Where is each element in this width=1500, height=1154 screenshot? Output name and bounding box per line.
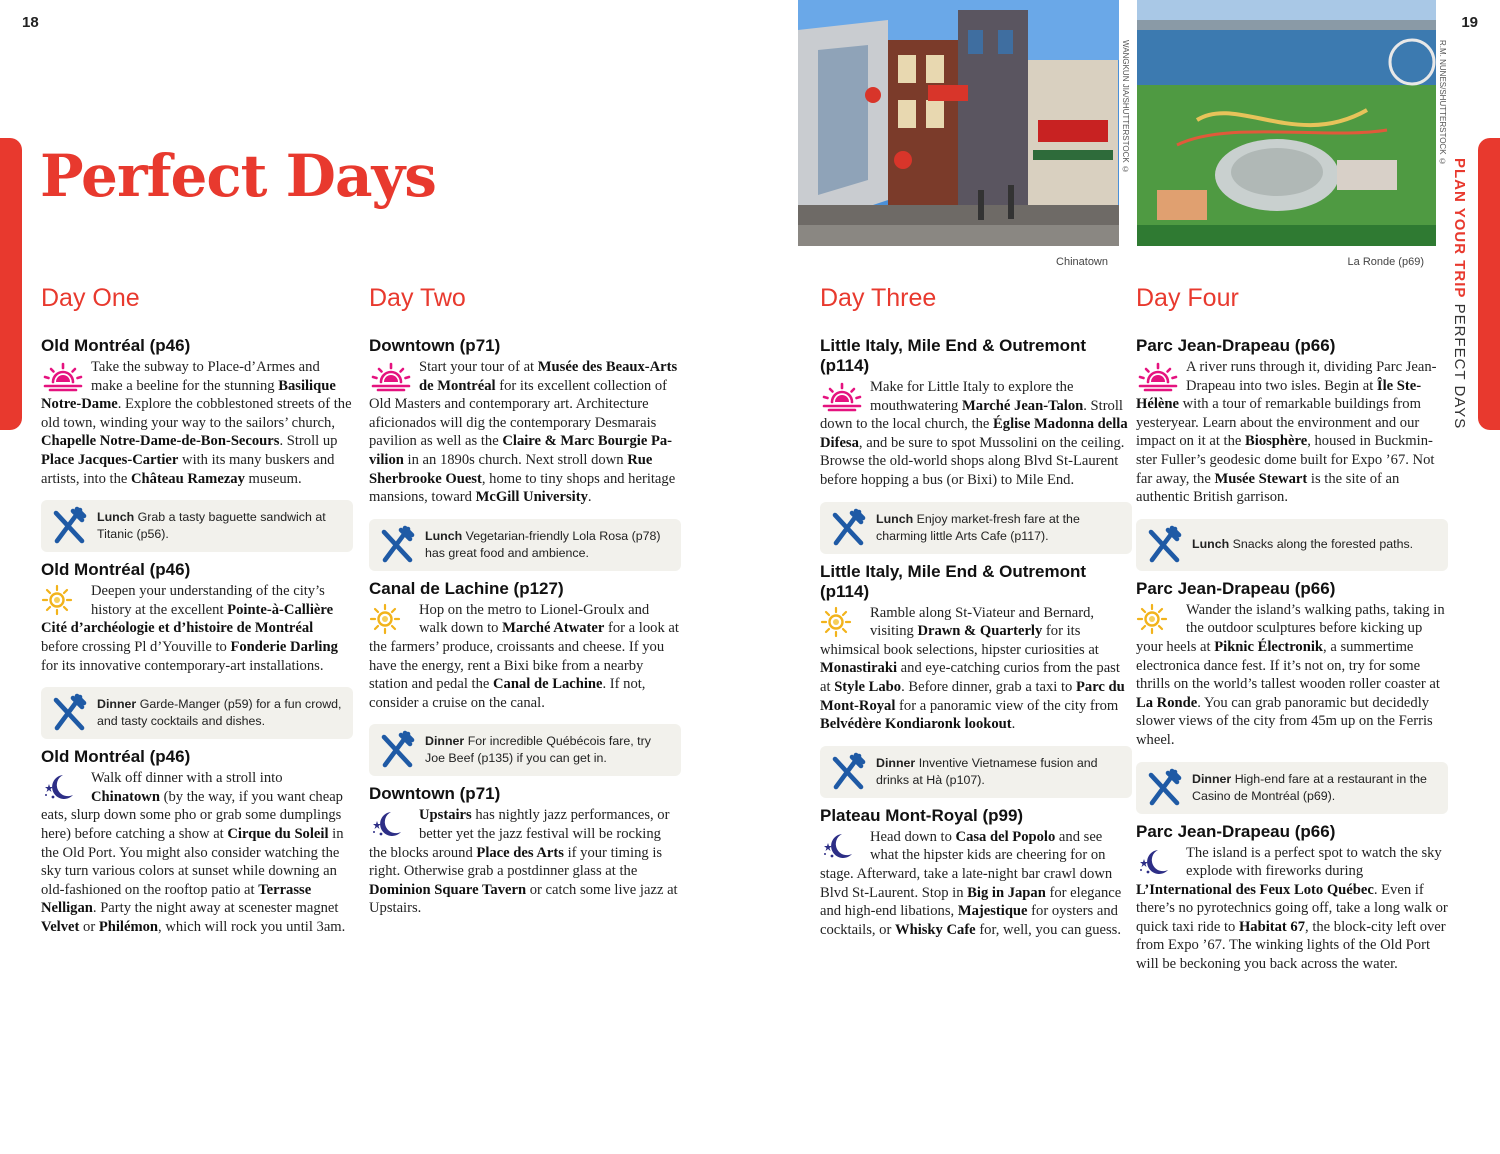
highlight-place: Biosphère bbox=[1245, 433, 1308, 450]
body-text: in an 1890s church. Next stroll down bbox=[403, 451, 628, 468]
meal-description: Inventive Vietnamese fusion and drinks at Hà (p107). bbox=[876, 755, 1098, 787]
day-heading: Day Three bbox=[820, 284, 937, 312]
meal-type: Dinner bbox=[425, 734, 465, 749]
body-text: . Party the night away at scenester magnet bbox=[92, 900, 339, 917]
caption-chinatown: Chinatown bbox=[1056, 256, 1108, 268]
chapter-tab-left bbox=[0, 138, 22, 430]
highlight-place: Monastiraki bbox=[820, 660, 898, 677]
body-text: . Even if there’s no pyrotechnics going off, take a long walk or quick taxi ride to bbox=[1136, 881, 1448, 935]
highlight-place: Habitat 67 bbox=[1238, 918, 1306, 935]
body-text: museum. bbox=[244, 470, 302, 487]
body-text: for, well, you can guess. bbox=[975, 921, 1121, 938]
itinerary-paragraph bbox=[41, 358, 353, 488]
meal-box bbox=[41, 500, 353, 552]
fork-knife-icon bbox=[49, 506, 89, 546]
section-heading: Parc Jean-Drapeau (p66) bbox=[1136, 336, 1336, 355]
day-two-column bbox=[369, 283, 681, 918]
meal-description: Snacks along the forested paths. bbox=[1232, 537, 1414, 552]
highlight-place: Whisky Cafe bbox=[894, 921, 976, 938]
sunrise-icon bbox=[1136, 360, 1180, 392]
meal-type: Dinner bbox=[1192, 771, 1232, 786]
photo-credit-chinatown: WANGKUN JIA/SHUTTERSTOCK © bbox=[1121, 40, 1130, 174]
highlight-place: Upstairs bbox=[419, 807, 472, 824]
day-four-column bbox=[1136, 283, 1448, 974]
section-heading: Plateau Mont-Royal (p99) bbox=[820, 805, 1024, 825]
day-heading: Day One bbox=[41, 284, 140, 312]
itinerary-paragraph bbox=[41, 582, 353, 675]
body-text: in the Old Port. You might also consider watching the sky turn various colors at sunset while downing an old-fashioned on the rooftop patio at bbox=[41, 825, 344, 898]
day-heading: Day Four bbox=[1136, 284, 1239, 312]
itinerary-paragraph bbox=[820, 604, 1132, 734]
meal-description: High-end fare at a restaurant in the Casino de Montréal (p69). bbox=[1192, 771, 1427, 803]
meal-description: Enjoy market-fresh fare at the charming little Arts Cafe (p117). bbox=[876, 511, 1080, 543]
body-text: (by the way, if you want cheap eats, slurp down some pho or grab some dumplings here) before catching a show at bbox=[41, 788, 343, 842]
sun-icon bbox=[1136, 603, 1180, 635]
body-text: with a tour of remarkable buildings from yesteryear. Learn about the environment and our impact on it at the bbox=[1136, 396, 1421, 450]
body-text: is the site of an authentic British garrison. bbox=[1136, 470, 1400, 506]
body-text: Deepen your understanding of the city’s history at the excellent bbox=[91, 583, 325, 618]
highlight-place: Musée des Beaux-Arts de Montréal bbox=[419, 359, 678, 394]
moon-icon bbox=[41, 771, 85, 803]
meal-box bbox=[41, 687, 353, 739]
highlight-place: Marché Atwater bbox=[502, 620, 605, 637]
meal-text bbox=[876, 511, 1122, 545]
body-text: , housed in Buckminster Fuller’s geodesic dome built for Expo ’67. Not far away, the bbox=[1136, 433, 1435, 487]
meal-text bbox=[97, 696, 343, 730]
highlight-place: Casa del Popolo bbox=[955, 828, 1056, 845]
body-text: before crossing Pl d’Youville to bbox=[41, 638, 231, 655]
meal-box bbox=[369, 724, 681, 776]
body-text: , and be sure to spot Mussolini on the ceiling. Browse the old-world shops along Blvd St-Laurent before hopping a bus (or Bixi) to Mile End. bbox=[820, 434, 1125, 488]
body-text: . Stroll up bbox=[279, 433, 338, 450]
caption-la-ronde: La Ronde (p69) bbox=[1347, 256, 1424, 268]
meal-text bbox=[1192, 771, 1438, 805]
section-heading: Old Montréal (p46) bbox=[41, 336, 191, 355]
itinerary-paragraph bbox=[369, 601, 681, 713]
highlight-place: Musée Stewart bbox=[1214, 470, 1308, 487]
sunrise-icon bbox=[41, 360, 85, 392]
itinerary-paragraph bbox=[1136, 844, 1448, 974]
moon-icon bbox=[369, 808, 413, 840]
meal-description: Garde-Manger (p59) for a fun crowd, and tasty cocktails and dishes. bbox=[97, 697, 342, 729]
meal-text bbox=[425, 528, 671, 562]
fork-knife-icon bbox=[377, 525, 417, 565]
highlight-place: Chapelle Notre-Dame-de-Bon-Secours bbox=[41, 433, 280, 450]
highlight-place: Philémon bbox=[98, 918, 159, 935]
body-text: for its whimsical book selections, hipster curiosities at bbox=[820, 623, 1099, 658]
moon-icon bbox=[820, 830, 864, 862]
sun-icon bbox=[41, 584, 85, 616]
meal-type: Dinner bbox=[876, 755, 916, 770]
highlight-place: Claire & Marc Bourgie Pavilion bbox=[369, 433, 673, 468]
moon-icon bbox=[1136, 846, 1180, 878]
highlight-place: Basilique Notre-Dame bbox=[41, 377, 336, 413]
meal-type: Lunch bbox=[425, 528, 463, 543]
section-heading: Little Italy, Mile End & Outremont (p114) bbox=[820, 561, 1087, 601]
body-text: The island is a perfect spot to watch the sky explode with fireworks during bbox=[1186, 844, 1442, 880]
highlight-place: Belvédère Kondiaronk lookout bbox=[820, 716, 1012, 733]
day-three-column bbox=[820, 283, 1132, 939]
highlight-place: Canal de Lachine bbox=[493, 676, 603, 693]
itinerary-paragraph bbox=[1136, 358, 1448, 507]
highlight-place: McGill University bbox=[475, 489, 588, 506]
highlight-place: Marché Jean-Talon bbox=[962, 397, 1084, 414]
body-text: for a panoramic view of the city from bbox=[895, 697, 1119, 714]
meal-text bbox=[425, 733, 671, 767]
body-text: if your timing is right. Otherwise grab a postdinner glass at the bbox=[369, 844, 663, 880]
body-text: Wander the island’s walking paths, taking in the outdoor sculptures before kicking up your heels at bbox=[1136, 601, 1445, 655]
section-heading: Parc Jean-Drapeau (p66) bbox=[1136, 821, 1336, 841]
meal-box bbox=[1136, 762, 1448, 814]
highlight-place: Big in Japan bbox=[967, 884, 1046, 901]
highlight-place: Rue Sherbrooke Ouest bbox=[369, 451, 653, 487]
itinerary-paragraph bbox=[41, 769, 353, 936]
meal-description: For incredible Québécois fare, try Joe Beef (p135) if you can get in. bbox=[425, 734, 651, 766]
meal-box bbox=[820, 502, 1132, 554]
highlight-place: Style Labo bbox=[834, 678, 902, 695]
highlight-place: Piknic Électronik bbox=[1214, 638, 1324, 655]
section-heading: Canal de Lachine (p127) bbox=[369, 578, 564, 598]
highlight-place: Cirque du Soleil bbox=[227, 825, 329, 842]
itinerary-paragraph bbox=[369, 806, 681, 918]
body-text: for its excellent collection of Old Masters and contemporary art. Architecture aficionados will dig the contemporary Desmarais pavilion as well as the bbox=[369, 377, 668, 450]
sun-icon bbox=[820, 606, 864, 638]
highlight-place: Chinatown bbox=[91, 788, 160, 805]
body-text: , which will rock you until 3am. bbox=[158, 918, 346, 935]
highlight-place: La Ronde bbox=[1136, 694, 1198, 711]
body-text: for its innovative contemporary-art installations. bbox=[41, 657, 324, 674]
photo-chinatown bbox=[798, 0, 1119, 246]
body-text: . You can grab panoramic but decidedly slower views of the city from 45m up on the Ferris wheel. bbox=[1136, 694, 1433, 748]
highlight-place: Place des Arts bbox=[476, 844, 564, 861]
highlight-place: Île Ste-Hélène bbox=[1136, 377, 1422, 413]
body-text: , the block-city left over from Expo ’67. The winking lights of the Old Port will be beckoning you back across the water. bbox=[1136, 918, 1446, 973]
sunrise-icon bbox=[820, 380, 864, 412]
highlight-place: Velvet bbox=[41, 918, 80, 935]
page-number-left: 18 bbox=[22, 14, 39, 31]
section-heading: Old Montréal (p46) bbox=[41, 747, 191, 767]
body-text: Start your tour of at bbox=[419, 359, 538, 375]
meal-box bbox=[820, 746, 1132, 798]
meal-type: Dinner bbox=[97, 697, 137, 712]
section-heading: Old Montréal (p46) bbox=[41, 560, 191, 580]
itinerary-paragraph bbox=[1136, 601, 1448, 750]
body-text: has nightly jazz performances, or better yet the jazz festival will be rocking the blocks around bbox=[369, 807, 670, 861]
body-text: for oysters and cocktails, or bbox=[820, 903, 1118, 938]
page-number-right: 19 bbox=[1461, 14, 1478, 31]
day-heading: Day Two bbox=[369, 284, 466, 312]
meal-text bbox=[97, 509, 343, 543]
section-heading: Parc Jean-Drapeau (p66) bbox=[1136, 578, 1336, 598]
highlight-place: Parc du Mont-Royal bbox=[820, 678, 1125, 714]
sunrise-icon bbox=[369, 360, 413, 392]
day-one-column bbox=[41, 283, 353, 936]
fork-knife-icon bbox=[49, 693, 89, 733]
section-heading: Little Italy, Mile End & Outremont (p114) bbox=[820, 336, 1087, 375]
itinerary-paragraph bbox=[369, 358, 681, 507]
body-text: Walk off dinner with a stroll into bbox=[91, 770, 283, 787]
meal-box bbox=[1136, 519, 1448, 571]
side-label-chapter: PERFECT DAYS bbox=[1451, 303, 1468, 430]
meal-box bbox=[369, 519, 681, 571]
section-heading: Downtown (p71) bbox=[369, 784, 501, 804]
body-text: Take the subway to Place-d’Armes and make a beeline for the stunning bbox=[91, 359, 320, 394]
fork-knife-icon bbox=[377, 730, 417, 770]
chapter-tab-right bbox=[1478, 138, 1500, 430]
body-text: and eye-catching curios from the past at bbox=[820, 660, 1120, 695]
chapter-side-label bbox=[1446, 158, 1468, 428]
body-text: Ramble along St-Viateur and Bernard, visiting bbox=[870, 604, 1095, 640]
body-text: or bbox=[79, 918, 99, 935]
highlight-place: Terrasse Nelligan bbox=[41, 881, 312, 917]
body-text: or catch some live jazz at Upstairs. bbox=[369, 881, 678, 917]
body-text: for elegance and high-end libations, bbox=[820, 884, 1122, 920]
fork-knife-icon bbox=[828, 752, 868, 792]
meal-type: Lunch bbox=[97, 510, 135, 525]
highlight-place: Fonderie Darling bbox=[230, 638, 338, 655]
body-text: with its many buskers and artists, into the bbox=[41, 451, 335, 487]
highlight-place: Place Jacques-Cartier bbox=[41, 451, 179, 468]
body-text: Make for Little Italy to explore the mouthwatering bbox=[870, 379, 1074, 414]
meal-text bbox=[1192, 536, 1413, 553]
body-text: , home to tiny shops and heritage mansions, toward bbox=[369, 470, 676, 506]
body-text: Head down to bbox=[870, 828, 956, 845]
body-text: . Stroll down to the local church, the bbox=[820, 397, 1123, 433]
photo-credit-la-ronde: R.M. NUNES/SHUTTERSTOCK © bbox=[1438, 40, 1447, 166]
section-heading: Downtown (p71) bbox=[369, 336, 501, 355]
side-label-section: PLAN YOUR TRIP bbox=[1451, 158, 1468, 299]
body-text: A river runs through it, dividing Parc Jean-Drapeau into two isles. Begin at bbox=[1186, 359, 1437, 394]
meal-description: Vegetarian-friendly Lola Rosa (p78) has great food and ambience. bbox=[425, 528, 661, 560]
itinerary-paragraph bbox=[820, 378, 1132, 490]
highlight-place: L’International des Feux Loto Québec bbox=[1136, 881, 1374, 898]
meal-type: Lunch bbox=[1192, 537, 1230, 552]
itinerary-paragraph bbox=[820, 828, 1132, 940]
body-text: . bbox=[1011, 716, 1016, 733]
fork-knife-icon bbox=[828, 508, 868, 548]
body-text: . bbox=[587, 489, 592, 506]
body-text: . Before dinner, grab a taxi to bbox=[901, 678, 1076, 695]
sun-icon bbox=[369, 603, 413, 635]
highlight-place: Dominion Square Tavern bbox=[369, 881, 527, 898]
fork-knife-icon bbox=[1144, 768, 1184, 808]
highlight-place: Pointe-à-Callière Cité d’archéologie et d’histoire de Montréal bbox=[41, 601, 334, 637]
body-text: for a look at the farmers’ produce, croissants and cheese. If you have the energy, rent a Bixi bike from a nearby station and pedal the bbox=[369, 620, 679, 693]
highlight-place: Majestique bbox=[957, 903, 1028, 920]
body-text: Hop on the metro to Lionel-Groulx and walk down to bbox=[419, 601, 650, 637]
body-text: . Explore the cobblestoned streets of the old town, winding your way to the sailors’ church, bbox=[41, 396, 352, 431]
fork-knife-icon bbox=[1144, 525, 1184, 565]
body-text: , a summertime electronica dance fest. If it’s not on, try for some thrills on the world’s tallest wooden roller coaster at bbox=[1136, 638, 1440, 693]
highlight-place: Drawn & Quarterly bbox=[917, 623, 1043, 640]
meal-type: Lunch bbox=[876, 511, 914, 526]
highlight-place: Château Ramezay bbox=[131, 470, 245, 487]
meal-description: Grab a tasty baguette sandwich at Titanic (p56). bbox=[97, 510, 326, 542]
body-text: . If not, consider a cruise on the canal. bbox=[369, 676, 646, 711]
body-text: and see what the hipster kids are cheering for on stage. Afterward, take a late-night bar crawl down Blvd St-Laurent. Stop in bbox=[820, 828, 1113, 901]
photo-la-ronde bbox=[1137, 0, 1436, 246]
highlight-place: Église Madonna della Difesa bbox=[820, 416, 1128, 451]
meal-text bbox=[876, 755, 1122, 789]
page-title: Perfect Days bbox=[40, 142, 436, 210]
